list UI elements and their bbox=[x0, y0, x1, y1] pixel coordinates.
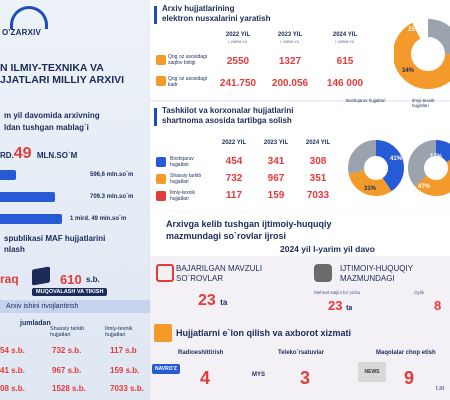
left-title-line1: N ILMIY-TEXNIKA VA bbox=[0, 62, 104, 74]
funds-bar-1-label: 596,6 mln.so`m bbox=[90, 172, 134, 178]
archive-icon bbox=[156, 76, 166, 86]
panel2-r2-c2: 967 bbox=[267, 173, 285, 184]
maf-row bbox=[0, 270, 150, 298]
funds-total-value: 49 bbox=[13, 145, 32, 162]
panel2-row-3-label: Ilmiy-texnik hujjatlari bbox=[170, 190, 196, 202]
panel2-pie2-label-2: 47% bbox=[418, 184, 431, 190]
panel1-col-3-sub: I-YARIM YIL bbox=[335, 40, 355, 44]
left-title bbox=[0, 62, 150, 86]
maf-title-line2: nlash bbox=[4, 245, 25, 254]
panel1-col-2: 2023 YIL bbox=[277, 32, 303, 38]
panel2-col-2: 2023 YIL bbox=[263, 140, 289, 146]
panel3-sub-left-value bbox=[328, 298, 352, 313]
panel2-r1-c3: 308 bbox=[309, 156, 327, 167]
panel-accent-bar bbox=[154, 108, 157, 126]
panel1-r2-c2: 200.056 bbox=[271, 78, 309, 89]
logo-arc-icon bbox=[10, 6, 48, 29]
building-icon bbox=[154, 324, 172, 342]
panel2-col-3: 2024 YIL bbox=[305, 140, 331, 146]
left-column bbox=[0, 0, 150, 400]
table-col-1: Shaxsiy tarkib hujjatlari bbox=[50, 326, 85, 338]
newspaper-icon: NEWS bbox=[358, 362, 386, 382]
panel4-extra: t.m bbox=[436, 386, 445, 392]
panel1-row-2-label: Qog`oz asosidagi kadr bbox=[168, 76, 207, 88]
box-icon bbox=[156, 55, 166, 65]
elderly-icon bbox=[314, 264, 332, 282]
maf-left-value: raq bbox=[0, 272, 19, 286]
panel2-col-1: 2022 YIL bbox=[221, 140, 247, 146]
panel2-legend-1: Boshqaruv hujjatlari bbox=[346, 98, 386, 103]
table-cell-2-1: 41 s.b. bbox=[0, 366, 25, 375]
funds-bar-2-label: 709.3 mln.so`m bbox=[90, 194, 134, 200]
panel2-title-line1: Tashkilot va korxonalar hujjatlarini bbox=[162, 106, 294, 115]
panel3-left-title bbox=[176, 264, 262, 284]
table-cell-3-1: 08 s.b. bbox=[0, 384, 25, 393]
table-cell-2-3: 159 s.b. bbox=[110, 366, 140, 375]
flag-icon bbox=[156, 157, 166, 167]
panel1-row-1-label: Qog`oz asosidagi saqlov birligi bbox=[168, 54, 207, 66]
panel1-pie-label-1: 25% bbox=[408, 27, 421, 33]
logo-text: O'ZARXIV bbox=[2, 28, 42, 37]
panel2-pie1-label-1: 41% bbox=[390, 156, 403, 162]
panel-publications bbox=[150, 322, 450, 400]
panel2-pie1-label-2: 31% bbox=[364, 186, 377, 192]
panel2-r3-c3: 7033 bbox=[306, 190, 330, 201]
funds-total-unit: MLN.SO`M bbox=[36, 151, 78, 160]
funds-bars bbox=[0, 170, 150, 230]
mys-logo: MYS bbox=[252, 372, 266, 378]
panel3-title bbox=[166, 218, 332, 242]
ribbon: Arxiv ishini rivojlantirish bbox=[0, 300, 150, 313]
maf-title bbox=[0, 233, 154, 255]
panel3-left-title-line1: BAJARILGAN MAVZULI bbox=[176, 264, 263, 273]
panel3-sub-left-number: 23 bbox=[328, 298, 343, 313]
panel3-left-number: 23 bbox=[198, 292, 216, 309]
funds-bar-1 bbox=[0, 170, 16, 180]
panel3-right-title-line1: IJTIMOIY-HUQUQIY bbox=[340, 264, 414, 273]
maf-unit: s.b. bbox=[86, 275, 100, 284]
table-cell-3-3: 7033 s.b. bbox=[110, 384, 144, 393]
table-cell-3-2: 1528 s.b. bbox=[52, 384, 86, 393]
funds-bar-3-label: 1 mird. 49 mln.so`m bbox=[70, 216, 127, 222]
funds-title-line1: m yil davomida arxivning bbox=[4, 111, 100, 120]
maf-value: 610 bbox=[60, 272, 82, 287]
table-cell-1-2: 732 s.b. bbox=[52, 346, 82, 355]
panel2-r3-c2: 159 bbox=[267, 190, 285, 201]
panel-requests bbox=[150, 212, 450, 322]
panel2-r2-c3: 351 bbox=[309, 173, 327, 184]
funds-title bbox=[0, 110, 154, 134]
panel3-sub-right-value: 8 bbox=[434, 298, 442, 313]
panel3-sub-left-label: Mehnat stajini bo`yicha bbox=[314, 290, 361, 295]
panel3-right-title-line2: MAZMUNDAGI bbox=[340, 274, 395, 283]
logo bbox=[2, 6, 50, 42]
panel1-r2-c1: 241.750 bbox=[219, 78, 257, 89]
panel1-col-1: 2022 YIL bbox=[225, 32, 251, 38]
panel4-item-2-label: Teleko`rsatuvlar bbox=[278, 350, 324, 356]
panel2-legend-2: Ilmiy-texnik hujjatlari bbox=[412, 98, 435, 108]
panel4-item-3-value: 9 bbox=[404, 368, 415, 388]
dev-table bbox=[0, 318, 150, 398]
navruz-logo: NAVRO'Z bbox=[152, 364, 180, 374]
panel1-col-3: 2024 YIL bbox=[332, 32, 358, 38]
panel3-left-title-line2: SO`ROVLAR bbox=[176, 274, 224, 283]
panel-organizations bbox=[150, 100, 450, 212]
panel2-r3-c1: 117 bbox=[225, 190, 243, 201]
panel1-title-line1: Arxiv hujjatlarining bbox=[162, 4, 235, 13]
table-cell-1-1: 54 s.b. bbox=[0, 346, 25, 355]
table-cell-2-2: 967 s.b. bbox=[52, 366, 82, 375]
panel1-title bbox=[162, 4, 271, 24]
table-heading: jumladan bbox=[20, 320, 51, 327]
panel4-item-1-value: 4 bbox=[200, 368, 211, 388]
panel3-title-line1: Arxivga kelib tushgan ijtimoiy-huquqiy bbox=[166, 219, 332, 229]
panel3-banner bbox=[150, 212, 450, 256]
panel-electronic-copies bbox=[150, 0, 450, 100]
book-icon bbox=[32, 266, 50, 285]
tech-doc-icon bbox=[156, 191, 166, 201]
maf-title-line1: spublikasi MAF hujjatlarini bbox=[4, 234, 106, 243]
funds-total bbox=[0, 145, 150, 163]
panel2-r2-c1: 732 bbox=[225, 173, 243, 184]
panel3-sub-right-label: Oylik bbox=[414, 290, 424, 295]
left-title-line2: JJATLARI MILLIY ARXIVI bbox=[0, 74, 125, 86]
panel4-title: Hujjatlarni e`lon qilish va axborot xizmati bbox=[176, 328, 352, 338]
panel1-r2-c3: 146 000 bbox=[326, 78, 364, 89]
funds-title-line2: ldan tushgan mablag`i bbox=[4, 123, 89, 132]
panel1-title-line2: elektron nusxalarini yaratish bbox=[162, 14, 271, 23]
maf-label: MUQOVALASH VA TIKISH bbox=[32, 288, 107, 296]
table-col-2: Ilmiy-texnik hujjatlari bbox=[105, 326, 133, 338]
panel1-pie-label-2: 34% bbox=[402, 68, 415, 74]
table-cell-1-3: 117 s.b bbox=[110, 346, 137, 355]
panel4-item-1-label: Radioeshittirish bbox=[178, 350, 224, 356]
panel1-col-1-sub: I-YARIM YIL bbox=[228, 40, 248, 44]
panel3-right-title bbox=[340, 264, 413, 284]
funds-bar-2 bbox=[0, 192, 55, 202]
panel2-row-2-label: Shaxsiy tarkib hujjatlari bbox=[170, 173, 202, 185]
panel3-left-value bbox=[198, 292, 227, 310]
panel1-r1-c3: 615 bbox=[336, 56, 354, 67]
panel2-title bbox=[162, 106, 293, 126]
panel3-subtitle: 2024 yil I-yarim yil davo bbox=[280, 244, 375, 254]
panel-accent-bar bbox=[154, 6, 157, 24]
panel1-r1-c1: 2550 bbox=[226, 56, 250, 67]
panel3-title-line2: mazmundagi so`rovlar ijrosi bbox=[166, 231, 287, 241]
panel2-title-line2: shartnoma asosida tartibga solish bbox=[162, 116, 292, 125]
panel2-row-1-label: Boshqaruv hujjatlari bbox=[170, 156, 194, 168]
funds-bar-3 bbox=[0, 214, 62, 224]
panel4-item-2-value: 3 bbox=[300, 368, 311, 388]
panel1-col-2-sub: I-YARIM YIL bbox=[280, 40, 300, 44]
panel2-r1-c2: 341 bbox=[267, 156, 285, 167]
panel3-left-unit: ta bbox=[220, 298, 228, 307]
hand-icon bbox=[156, 264, 174, 282]
panel4-item-3-label: Maqolalar chop etish bbox=[376, 350, 436, 356]
funds-total-prefix: RD. bbox=[0, 151, 14, 160]
panel1-r1-c2: 1327 bbox=[278, 56, 302, 67]
panel2-pie2-label-1: 17% bbox=[430, 154, 443, 160]
person-doc-icon bbox=[156, 174, 166, 184]
panel1-pie bbox=[394, 12, 450, 92]
panel2-r1-c1: 454 bbox=[225, 156, 243, 167]
panel3-sub-left-unit: ta bbox=[346, 305, 353, 312]
